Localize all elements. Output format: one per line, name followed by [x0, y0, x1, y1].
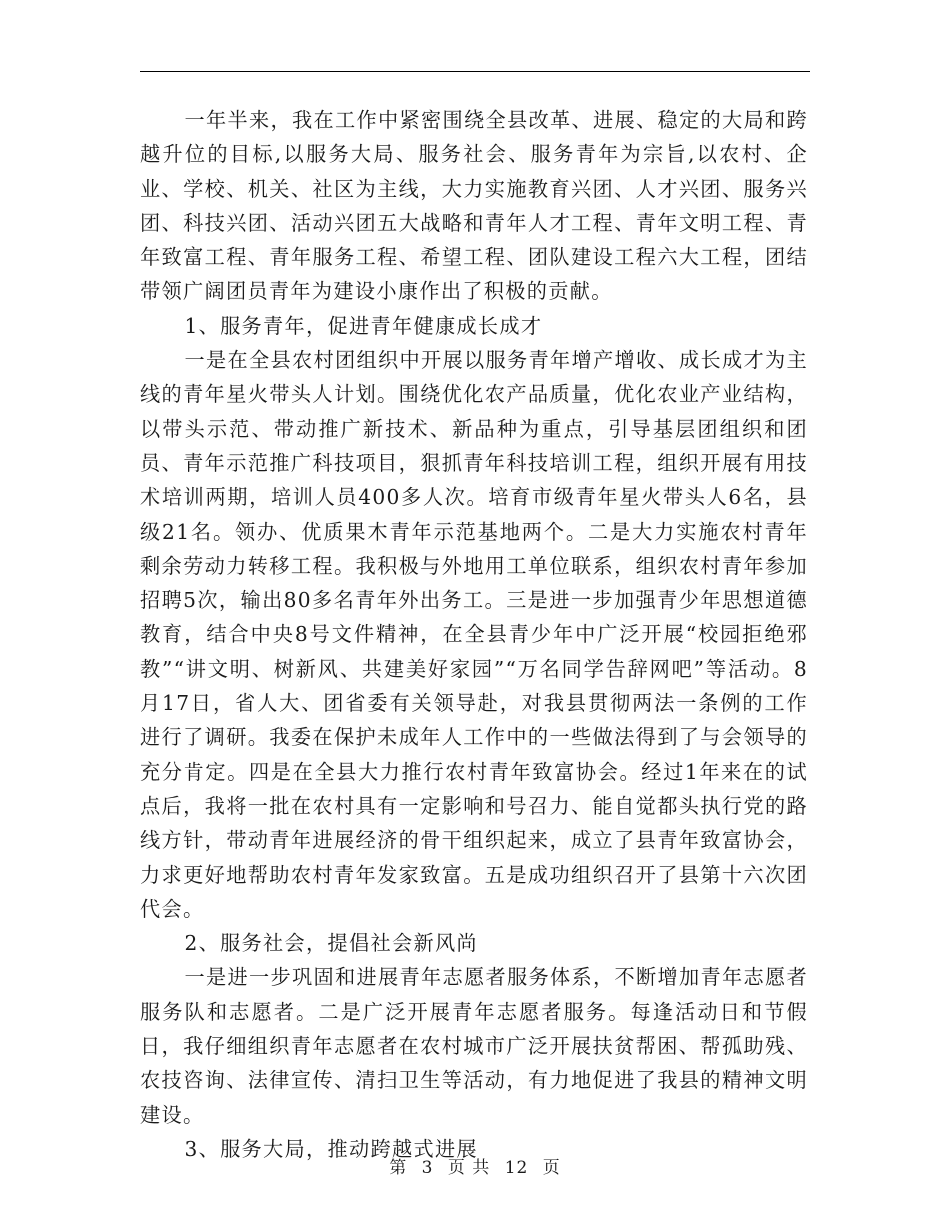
section-heading-1: 1、服务青年，促进青年健康成长成才: [184, 313, 543, 338]
page-footer: [0, 1153, 950, 1178]
footer-middle: 页 共: [447, 1158, 491, 1178]
section-1-paragraph: 一是在全县农村团组织中开展以服务青年增产增收、成长成才为主线的青年星火带头人计划。围绕优化农产品质量，优化农业产业结构，以带头示范、带动推广新技术、新品种为重点，引导基层团组织和团员、青年示范推广科技项目，狠抓青年科技培训工程，组织开展有用技术培训两期，培训人员400多人次。培育市级青年星火带头人6名，县级21名。领办、优质果木青年示范基地两个。二是大力实施农村青年剩余劳动力转移工程。我积极与外地用工单位联系，组织农村青年参加招聘5次，输出80多名青年外出务工。三是进一步加强青少年思想道德教育，结合中央8号文件精神，在全县青少年中广泛开展“校园拒绝邪教”“讲文明、树新风、共建美好家园”“万名同学告辞网吧”等活动。8月17日，省人大、团省委有关领导赴，对我县贯彻两法一条例的工作进行了调研。我委在保护未成年人工作中的一些做法得到了与会领导的充分肯定。四是在全县大力推行农村青年致富协会。经过1年来在的试点后，我将一批在农村具有一定影响和号召力、能自觉都头执行党的路线方针，带动青年进展经济的骨干组织起来，成立了县青年致富协会，力求更好地帮助农村青年发家致富。五是成功组织召开了县第十六次团代会。: [140, 348, 808, 921]
section-heading-2: 2、服务社会，提倡社会新风尚: [184, 931, 478, 956]
footer-suffix: 页: [542, 1158, 561, 1178]
footer-current-page: 3: [421, 1158, 434, 1178]
document-body: [140, 103, 808, 1166]
intro-paragraph: 一年半来，我在工作中紧密围绕全县改革、进展、稳定的大局和跨越升位的目标,以服务大局、服务社会、服务青年为宗旨,以农村、企业、学校、机关、社区为主线，大力实施教育兴团、人才兴团、服务兴团、科技兴团、活动兴团五大战略和青年人才工程、青年文明工程、青年致富工程、青年服务工程、希望工程、团队建设工程六大工程，团结带领广阔团员青年为建设小康作出了积极的贡献。: [140, 108, 808, 304]
section-heading-3: 3、服务大局，推动跨越式进展: [184, 1136, 478, 1161]
footer-prefix: 第: [389, 1158, 408, 1178]
header-rule: [140, 71, 810, 72]
footer-total-pages: 12: [504, 1158, 529, 1178]
section-2-paragraph: 一是进一步巩固和进展青年志愿者服务体系，不断增加青年志愿者服务队和志愿者。二是广泛开展青年志愿者服务。每逢活动日和节假日，我仔细组织青年志愿者在农村城市广泛开展扶贫帮困、帮孤助残、农技咨询、法律宣传、清扫卫生等活动，有力地促进了我县的精神文明建设。: [140, 965, 808, 1127]
